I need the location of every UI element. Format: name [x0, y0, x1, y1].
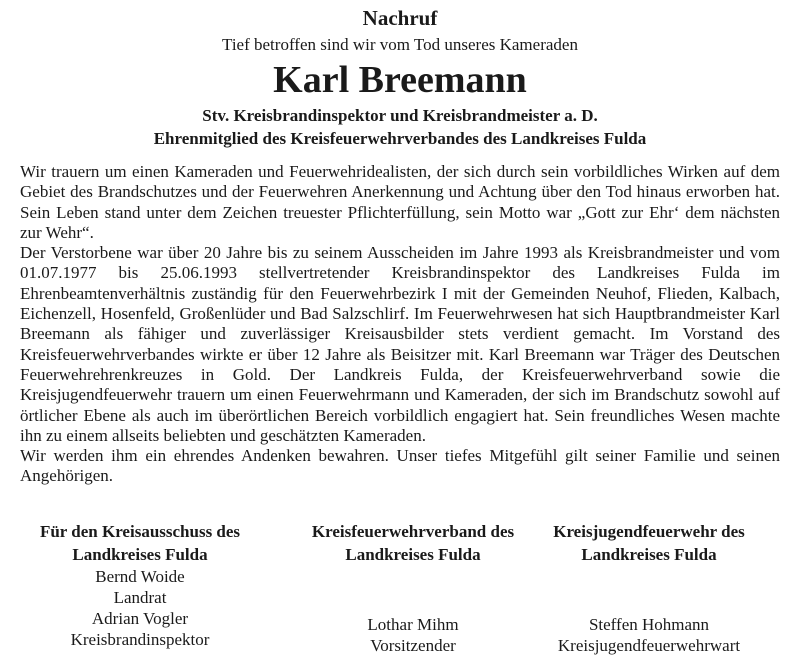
signatory-title: Kreisbrandinspektor — [70, 630, 210, 649]
signatory-name: Bernd Woide — [95, 567, 185, 586]
signature-kreisausschuss — [15, 521, 265, 650]
signatory-name: Adrian Vogler — [91, 609, 189, 628]
signature-org-line: Kreisfeuerwehrverband des — [311, 522, 515, 541]
obituary-text — [20, 162, 780, 487]
paragraph-condolence: Wir werden ihm ein ehrendes Andenken bewahren. Unser tiefes Mitgefühl gilt seiner Familie und seinen Angehörigen. — [20, 446, 780, 486]
signature-kreisfeuerwehrverband — [288, 521, 538, 656]
signatory-title: Kreisjugendfeuerwehrwart — [557, 636, 741, 655]
deceased-role: Stv. Kreisbrandinspektor und Kreisbrandmeister a. D. — [202, 106, 598, 125]
signatory-name: Steffen Hohmann — [588, 615, 710, 634]
intro-line: Tief betroffen sind wir vom Tod unseres Kameraden — [222, 35, 578, 54]
notice-title: Nachruf — [362, 6, 438, 30]
deceased-name: Karl Breemann — [273, 59, 527, 101]
signature-org-line: Landkreises Fulda — [72, 544, 208, 564]
paragraph-tribute: Wir trauern um einen Kameraden und Feuerwehridealisten, der sich durch sein vorbildliches Wirken auf dem Gebiet des Brandschutzes und der Feuerwehren Anerkennung und Achtung über den Tod hinaus erworben hat. Sein Leben stand unter dem Zeichen treuester Pflichterfüllung, sein Motto war „Gott zur Ehr‘ dem nächsten zur Wehr“. — [20, 162, 780, 242]
signature-block — [20, 521, 780, 661]
signatory-title: Vorsitzender — [370, 636, 456, 655]
signatory-title: Landrat — [113, 588, 167, 607]
signature-org-line: Landkreises Fulda — [581, 544, 717, 564]
paragraph-career: Der Verstorbene war über 20 Jahre bis zu seinem Ausscheiden im Jahre 1993 als Kreisbrandmeister und vom 01.07.1977 bis 25.06.1993 stellvertretender Kreisbrandinspektor des Landkreises Fulda im Ehrenbeamtenverhältnis zuständig für den Feuerwehrbezirk I mit der Gemeinden Neuhof, Flieden, Kalbach, Eichenzell, Hosenfeld, Großenlüder und Bad Salzschlirf. Im Feuerwehrwesen hat sich Hauptbrandmeister Karl Breemann als fähiger und zuverlässiger Kreisausbilder stets verdient gemacht. Im Vorstand des Kreisfeuerwehrverbandes wirkte er über 12 Jahre als Beisitzer mit. Karl Breemann war Träger des Deutschen Feuerwehrehrenkreuzes in Gold. Der Landkreis Fulda, der Kreisfeuerwehrverband sowie die Kreisjugendfeuerwehr trauern um einen Feuerwehrmann und Kameraden, der sich im Brandschutz sowohl auf örtlicher Ebene als auch im überörtlichen Bereich vorbildlich engagiert hat. Sein freundliches Wesen machte ihn zu einem allseits beliebten und geschätzten Kameraden. — [20, 243, 780, 445]
honorary-membership: Ehrenmitglied des Kreisfeuerwehrverbandes des Landkreises Fulda — [153, 129, 647, 148]
signature-org-line: Kreisjugendfeuerwehr des — [553, 522, 745, 541]
signature-kreisjugendfeuerwehr — [524, 521, 774, 656]
signature-org-line: Für den Kreisausschuss des — [39, 522, 241, 541]
signatory-name: Lothar Mihm — [367, 615, 459, 634]
signature-org-line: Landkreises Fulda — [345, 544, 481, 564]
